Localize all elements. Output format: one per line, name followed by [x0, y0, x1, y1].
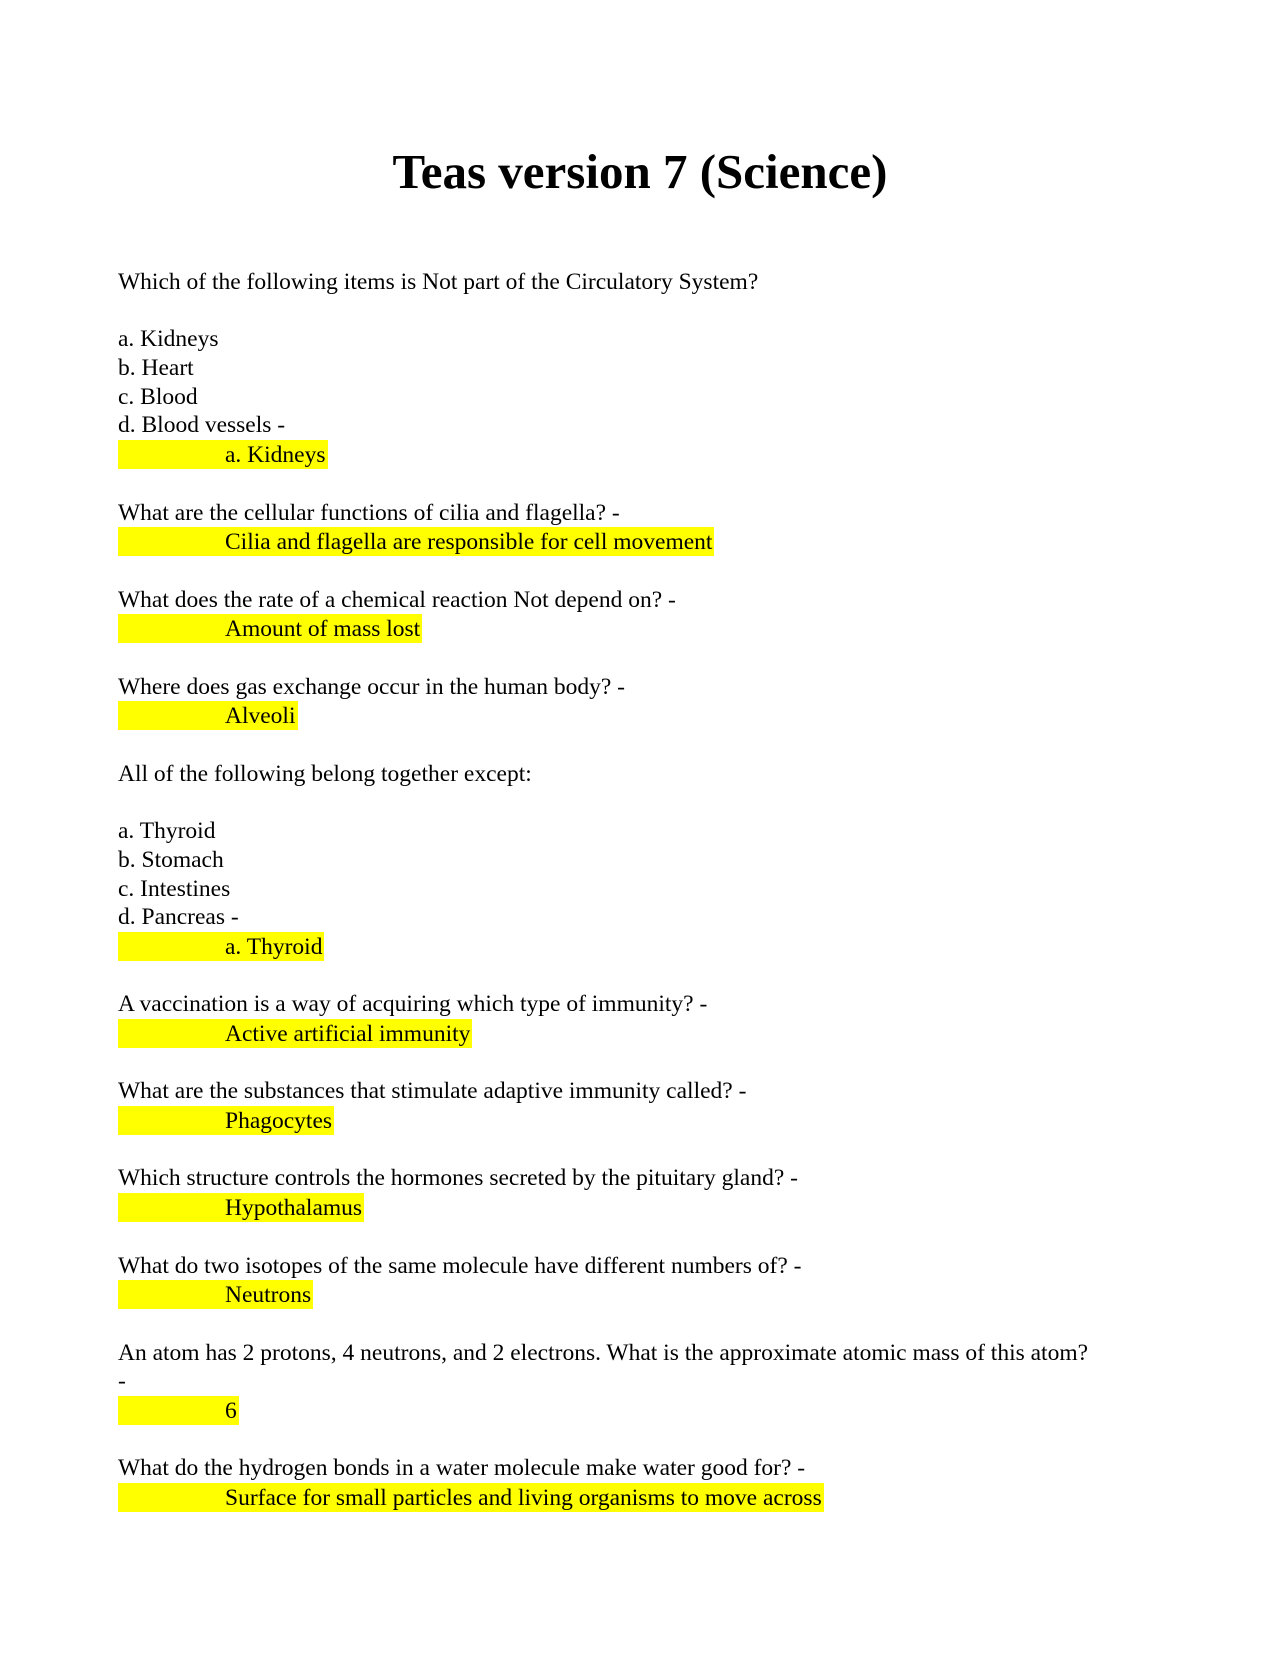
qa-item: [118, 1164, 1178, 1222]
question-text-continuation: -: [118, 1368, 126, 1395]
option-item: c. Intestines: [118, 875, 231, 902]
answer-highlight: Neutrons: [118, 1280, 313, 1309]
qa-item: [118, 990, 1178, 1048]
answer-highlight: 6: [118, 1396, 239, 1425]
question-text: Which of the following items is Not part of the Circulatory System?: [118, 269, 759, 295]
answer-highlight: Cilia and flagella are responsible for cell movement: [118, 527, 714, 556]
question-text: What are the cellular functions of cilia and flagella? -: [118, 499, 620, 526]
spacer: [118, 788, 1178, 817]
qa-item: [118, 1339, 1178, 1426]
question-text: An atom has 2 protons, 4 neutrons, and 2 electrons. What is the approximate atomic mass of this atom?: [118, 1339, 1089, 1366]
answer-highlight: Hypothalamus: [118, 1193, 364, 1222]
question-text: Where does gas exchange occur in the human body? -: [118, 673, 626, 700]
option-item: a. Thyroid: [118, 818, 216, 845]
qa-item: [118, 760, 1178, 962]
qa-item: [118, 268, 1178, 470]
option-item: a. Kidneys: [118, 326, 219, 353]
question-text: What do two isotopes of the same molecule have different numbers of? -: [118, 1252, 802, 1279]
answer-highlight: Surface for small particles and living organisms to move across: [118, 1483, 824, 1512]
question-text: What does the rate of a chemical reaction Not depend on? -: [118, 586, 676, 613]
qa-item: [118, 586, 1178, 644]
answer-highlight: Amount of mass lost: [118, 614, 422, 643]
answer-highlight: Phagocytes: [118, 1106, 334, 1135]
spacer: [118, 297, 1178, 326]
option-item: d. Pancreas -: [118, 904, 239, 931]
answer-highlight: Active artificial immunity: [118, 1019, 472, 1048]
option-item: d. Blood vessels -: [118, 412, 286, 439]
answer-highlight: a. Thyroid: [118, 932, 324, 961]
question-text: What are the substances that stimulate adaptive immunity called? -: [118, 1078, 747, 1105]
question-text: Which structure controls the hormones secreted by the pituitary gland? -: [118, 1165, 798, 1192]
question-text: A vaccination is a way of acquiring which type of immunity? -: [118, 991, 708, 1018]
answer-highlight: Alveoli: [118, 701, 298, 730]
option-item: b. Stomach: [118, 846, 224, 873]
qa-item: [118, 1077, 1178, 1135]
qa-item: [118, 499, 1178, 557]
question-text: What do the hydrogen bonds in a water molecule make water good for? -: [118, 1455, 806, 1482]
answer-highlight: a. Kidneys: [118, 440, 328, 469]
option-item: b. Heart: [118, 355, 194, 382]
page-title: Teas version 7 (Science): [392, 144, 888, 199]
qa-item: [118, 1252, 1178, 1310]
qa-list: [118, 268, 1178, 1541]
option-item: c. Blood: [118, 383, 198, 410]
qa-item: [118, 1454, 1178, 1512]
qa-item: [118, 673, 1178, 731]
question-text: All of the following belong together except:: [118, 760, 532, 787]
